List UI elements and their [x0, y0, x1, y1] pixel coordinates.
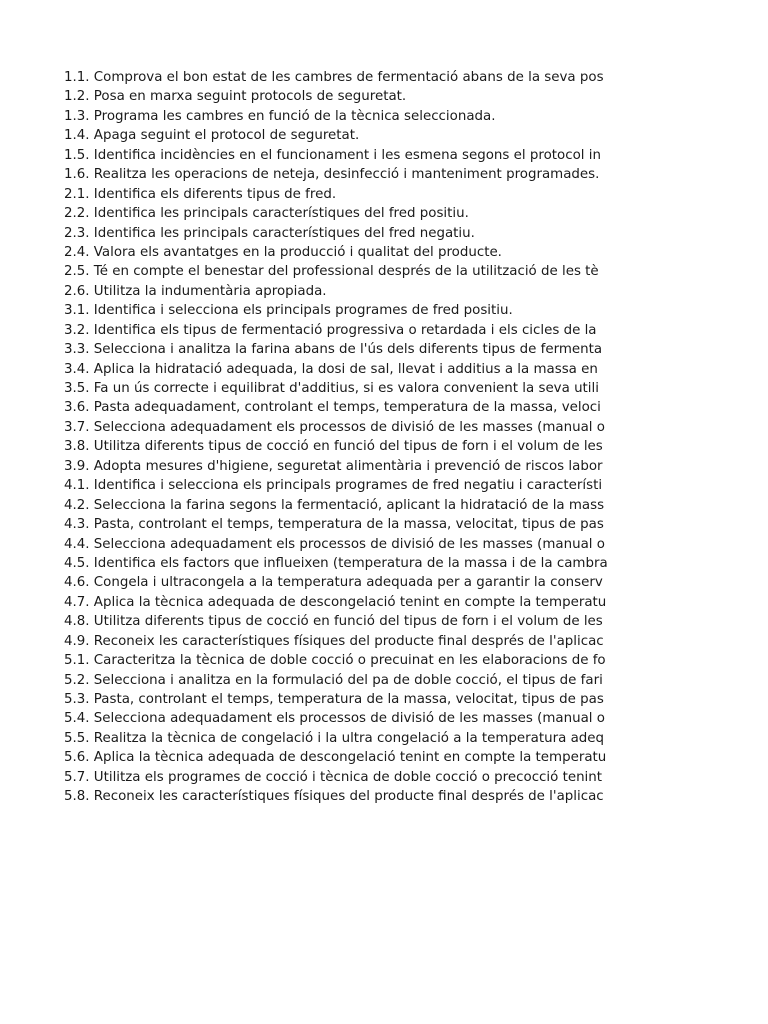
criteria-item: 3.3. Selecciona i analitza la farina abans de l'ús dels diferents tipus de fermenta — [64, 342, 603, 358]
criteria-item: 3.9. Adopta mesures d'higiene, seguretat alimentària i prevenció de riscos labor — [64, 458, 603, 474]
criteria-item: 4.5. Identifica els factors que influeixen (temperatura de la massa i de la cambra — [64, 555, 608, 571]
criteria-item: 2.6. Utilitza la indumentària apropiada. — [64, 283, 327, 299]
criteria-item: 5.3. Pasta, controlant el temps, temperatura de la massa, velocitat, tipus de pas — [64, 692, 604, 707]
criteria-list — [64, 68, 619, 807]
criteria-item: 4.6. Congela i ultracongela a la temperatura adequada per a garantir la conserv — [64, 575, 603, 591]
criteria-item: 5.2. Selecciona i analitza en la formulació del pa de doble cocció, el tipus de fari — [64, 672, 603, 688]
criteria-item: 5.1. Caracteritza la tècnica de doble cocció o precuinat en les elaboracions de fo — [64, 653, 606, 669]
criteria-item: 3.4. Aplica la hidratació adequada, la dosi de sal, llevat i additius a la massa en — [64, 361, 598, 377]
criteria-item: 3.7. Selecciona adequadament els processos de divisió de les masses (manual o — [64, 419, 605, 435]
criteria-item: 5.4. Selecciona adequadament els processos de divisió de les masses (manual o — [64, 711, 605, 727]
criteria-item: 1.2. Posa en marxa seguint protocols de seguretat. — [64, 89, 407, 105]
criteria-item: 4.1. Identifica i selecciona els principals programes de fred negatiu i característi — [64, 478, 603, 494]
criteria-item: 5.8. Reconeix les característiques físiques del producte final després de l'aplicac — [64, 789, 604, 805]
criteria-item: 1.6. Realitza les operacions de neteja, desinfecció i manteniment programades. — [64, 167, 600, 183]
criteria-item: 1.3. Programa les cambres en funció de la tècnica seleccionada. — [64, 108, 496, 124]
criteria-item: 4.7. Aplica la tècnica adequada de descongelació tenint en compte la temperatu — [64, 594, 607, 610]
criteria-item: 2.3. Identifica les principals característiques del fred negatiu. — [64, 225, 475, 241]
criteria-item: 5.5. Realitza la tècnica de congelació i la ultra congelació a la temperatura adeq — [64, 730, 605, 746]
criteria-item: 5.7. Utilitza els programes de cocció i tècnica de doble cocció o precocció tenint — [64, 769, 603, 785]
criteria-item: 4.4. Selecciona adequadament els processos de divisió de les masses (manual o — [64, 536, 605, 552]
criteria-item: 3.1. Identifica i selecciona els principals programes de fred positiu. — [64, 303, 513, 319]
criteria-item: 2.4. Valora els avantatges en la producció i qualitat del producte. — [64, 244, 502, 260]
criteria-item: 4.8. Utilitza diferents tipus de cocció en funció del tipus de forn i el volum de les — [64, 614, 603, 630]
criteria-item: 5.6. Aplica la tècnica adequada de descongelació tenint en compte la temperatu — [64, 750, 607, 766]
criteria-item: 1.5. Identifica incidències en el funcionament i les esmena segons el protocol in — [64, 147, 601, 163]
criteria-item: 2.5. Té en compte el benestar del professional després de la utilització de les tè — [64, 264, 599, 280]
criteria-item: 1.4. Apaga seguint el protocol de seguretat. — [64, 128, 360, 144]
criteria-item: 4.3. Pasta, controlant el temps, temperatura de la massa, velocitat, tipus de pas — [64, 517, 604, 533]
criteria-item: 3.5. Fa un ús correcte i equilibrat d'additius, si es valora convenient la seva utili — [64, 381, 599, 396]
criteria-item: 1.1. Comprova el bon estat de les cambres de fermentació abans de la seva pos — [64, 70, 604, 85]
criteria-item: 2.1. Identifica els diferents tipus de fred. — [64, 186, 337, 202]
criteria-item: 2.2. Identifica les principals característiques del fred positiu. — [64, 206, 469, 222]
criteria-item: 3.8. Utilitza diferents tipus de cocció en funció del tipus de forn i el volum de les — [64, 439, 603, 455]
criteria-item: 3.6. Pasta adequadament, controlant el temps, temperatura de la massa, veloci — [64, 400, 601, 416]
criteria-item: 3.2. Identifica els tipus de fermentació progressiva o retardada i els cicles de la — [64, 322, 597, 338]
criteria-item: 4.2. Selecciona la farina segons la fermentació, aplicant la hidratació de la mass — [64, 497, 605, 513]
criteria-item: 4.9. Reconeix les característiques físiques del producte final després de l'aplicac — [64, 633, 604, 649]
